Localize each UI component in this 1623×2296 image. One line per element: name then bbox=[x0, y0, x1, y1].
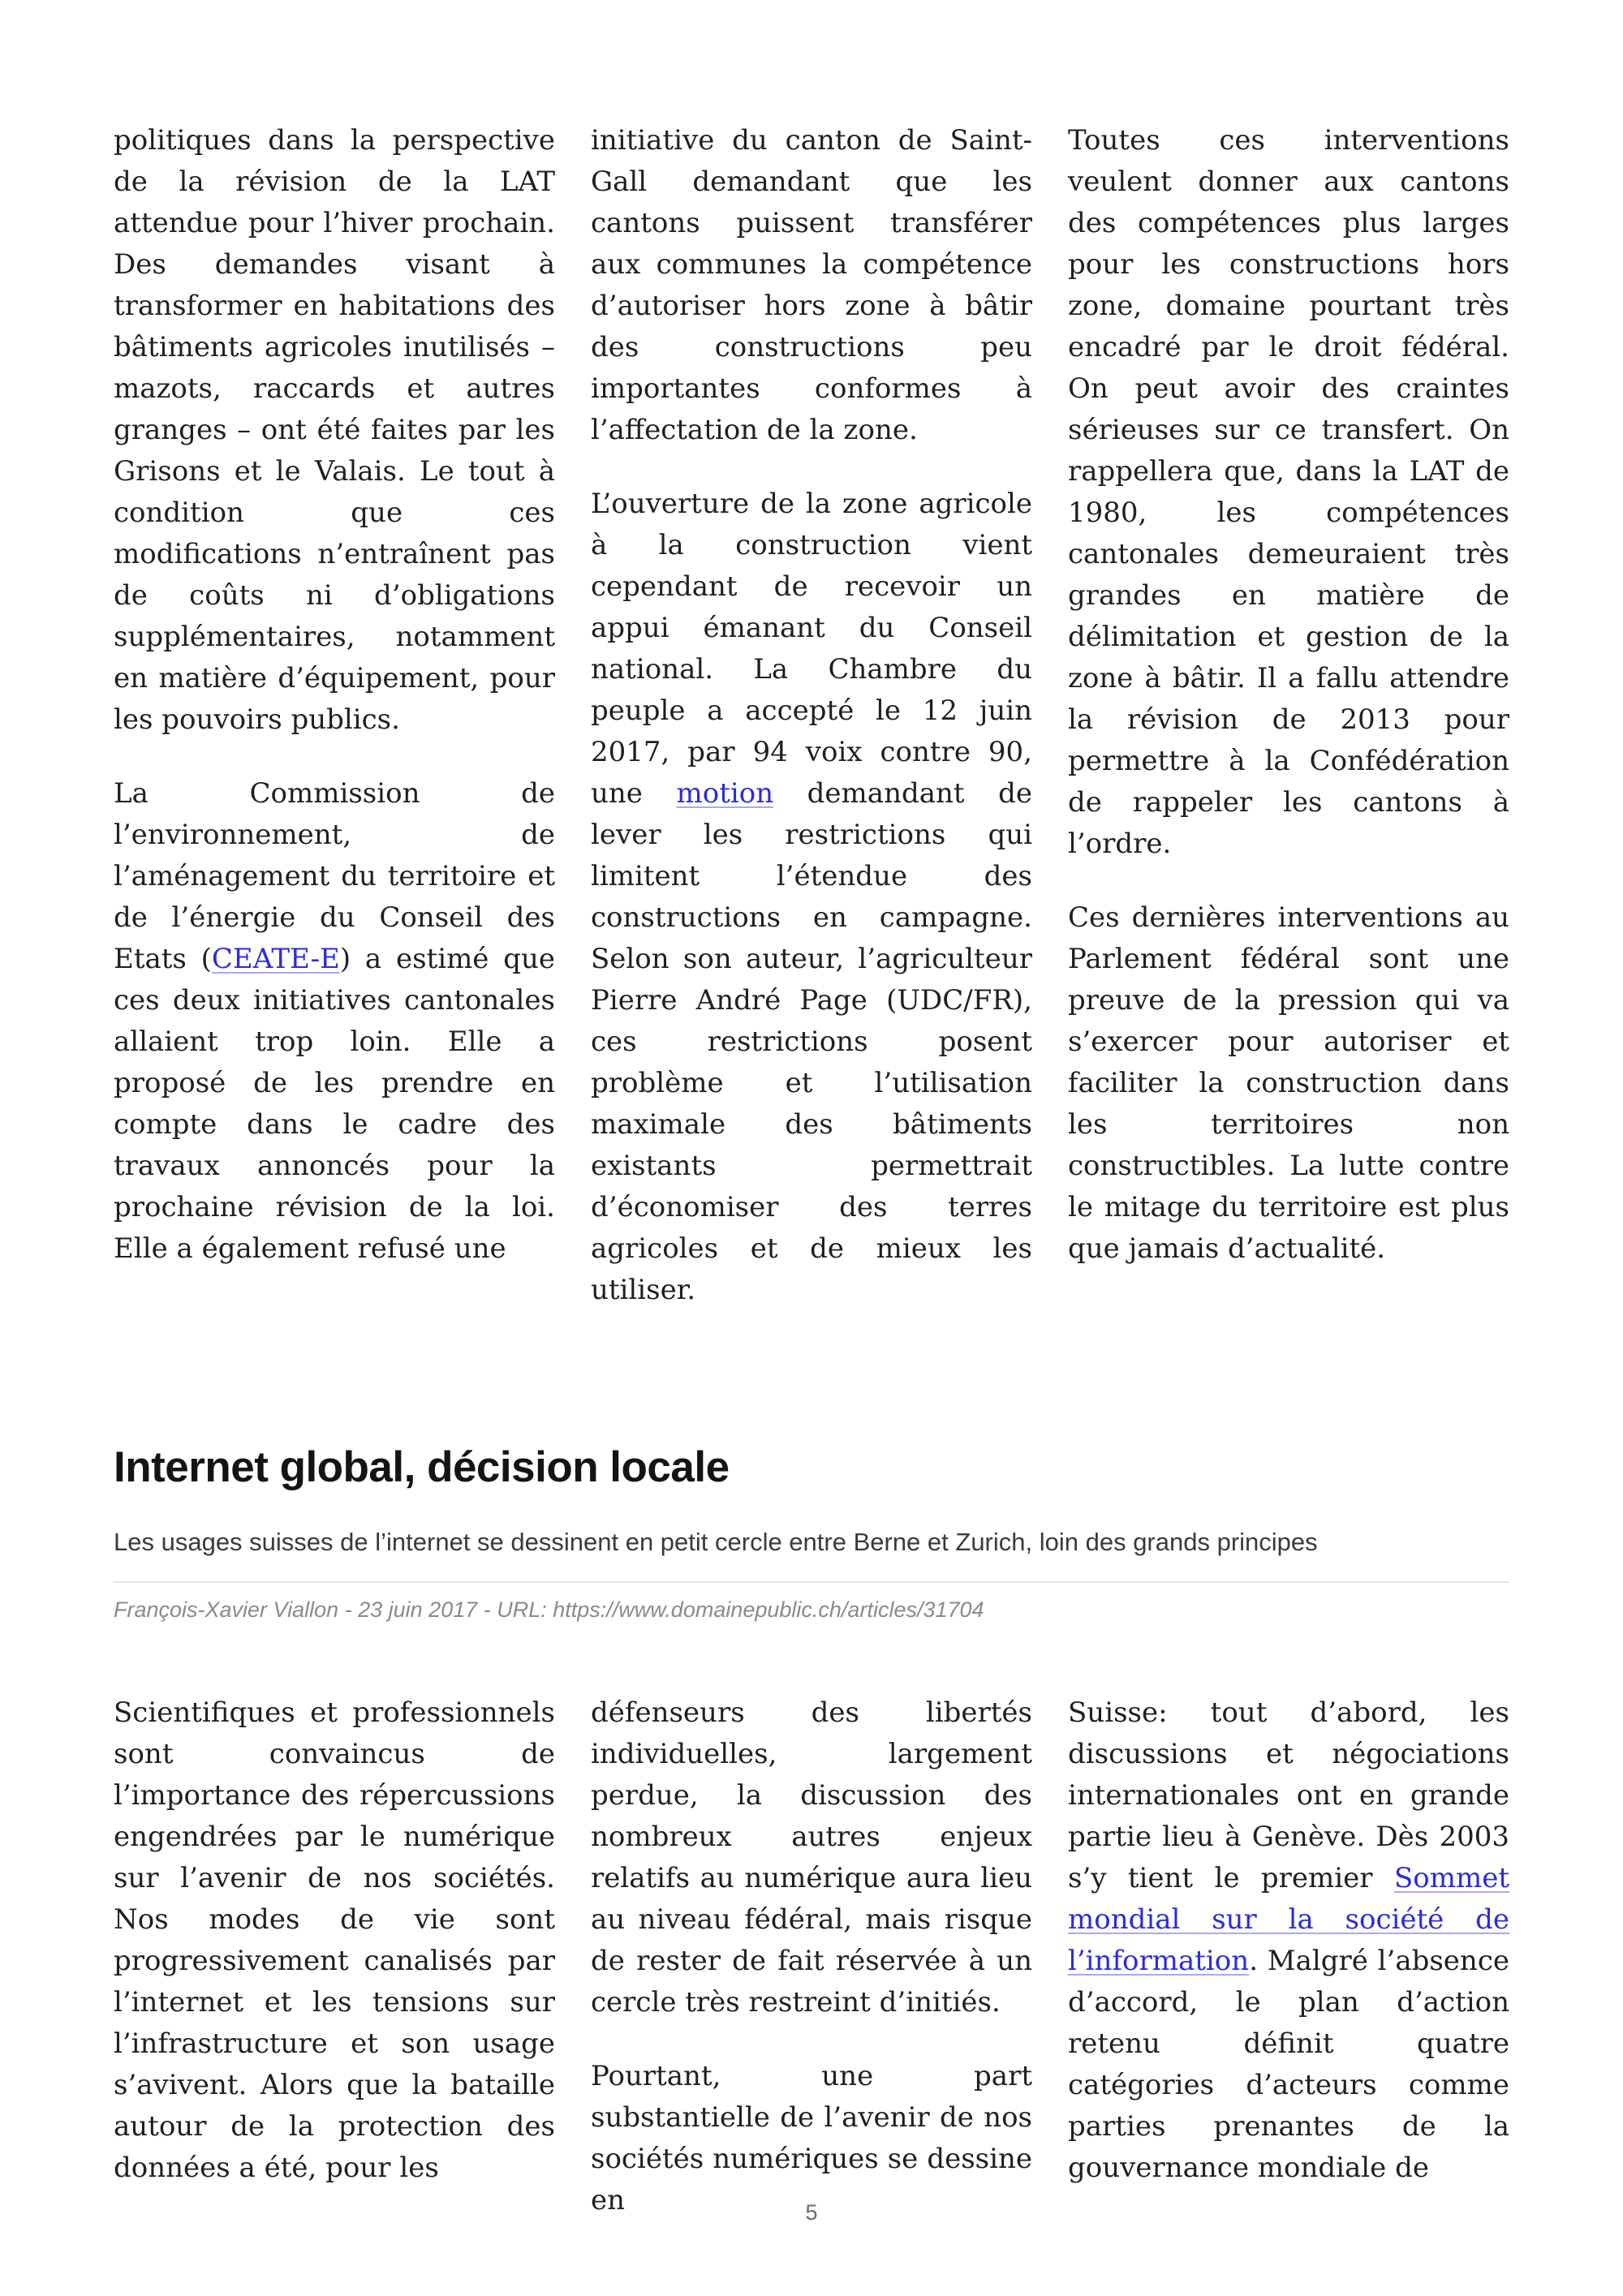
page-number: 5 bbox=[805, 2200, 818, 2225]
article-byline: François-Xavier Viallon - 23 juin 2017 - URL: https://www.domainepublic.ch/articles/31704 bbox=[114, 1597, 984, 1622]
article-internet-header bbox=[114, 1443, 1509, 1623]
text-run: politiques dans la perspective de la révision de la LAT attendue pour l’hiver prochain. Des demandes visant à transformer en habitations des bâtiments agricoles inutilisés – mazots, raccards et autres granges – ont été faites par les Grisons et le Valais. Le tout à condition que ces modifications n’entraînent pas de coûts ni d’obligations supplémentaires, notamment en matière d’équipement, pour les pouvoirs publics. bbox=[114, 124, 555, 736]
article-internet-column-1 bbox=[114, 1692, 555, 2254]
header-divider bbox=[114, 1581, 1509, 1583]
article-lat-column-3 bbox=[1068, 120, 1509, 1344]
paragraph bbox=[114, 120, 555, 741]
paragraph bbox=[591, 1692, 1032, 2023]
article-lat-column-2 bbox=[591, 120, 1032, 1344]
inline-link[interactable]: CEATE-E bbox=[211, 943, 340, 975]
text-run: . Malgré l’absence d’accord, le plan d’action retenu définit quatre catégories d’acteurs comme parties prenantes de la gouvernance mondiale de bbox=[1068, 1945, 1509, 2184]
text-run: demandant de lever les restrictions qui limitent l’étendue des constructions en campagne. Selon son auteur, l’agriculteur Pierre André Page (UDC/FR), ces restrictions posent problème et l’utilisation maximale des bâtiments existants permettrait d’économiser des terres agricoles et de mieux les utiliser. bbox=[591, 777, 1032, 1306]
text-run: initiative du canton de Saint-Gall demandant que les cantons puissent transférer aux communes la compétence d’autoriser hors zone à bâtir des constructions peu importantes conformes à l’affectation de la zone. bbox=[591, 124, 1032, 446]
article-lat-column-1 bbox=[114, 120, 555, 1344]
paragraph bbox=[114, 773, 555, 1270]
article-lat-columns bbox=[0, 120, 1623, 1344]
article-internet-columns bbox=[0, 1692, 1623, 2254]
text-run: Toutes ces interventions veulent donner aux cantons des compétences plus larges pour les constructions hors zone, domaine pourtant très encadré par le droit fédéral. On peut avoir des craintes sérieuses sur ce transfert. On rappellera que, dans la LAT de 1980, les compétences cantonales demeuraient très grandes en matière de délimitation et gestion de la zone à bâtir. Il a fallu attendre la révision de 2013 pour permettre à la Confédération de rappeler les cantons à l’ordre. bbox=[1068, 124, 1509, 860]
paragraph bbox=[1068, 1692, 1509, 2189]
text-run: Suisse: tout d’abord, les discussions et négociations internationales ont en grande partie lieu à Genève. Dès 2003 s’y tient le premier bbox=[1068, 1696, 1509, 1894]
paragraph bbox=[591, 2056, 1032, 2221]
inline-link[interactable]: Sommet mondial sur la société de l’information bbox=[1068, 1862, 1509, 1977]
text-run: défenseurs des libertés individuelles, largement perdue, la discussion des nombreux autres enjeux relatifs au numérique aura lieu au niveau fédéral, mais risque de rester de fait réservée à un cercle très restreint d’initiés. bbox=[591, 1696, 1032, 2019]
article-internet-column-2 bbox=[591, 1692, 1032, 2254]
text-run: Pourtant, une part substantielle de l’avenir de nos sociétés numériques se dessine en bbox=[591, 2060, 1032, 2216]
article-internet-body bbox=[0, 1692, 1623, 2254]
inline-link[interactable]: motion bbox=[676, 777, 774, 810]
text-run: Ces dernières interventions au Parlement fédéral sont une preuve de la pression qui va s’exercer pour autoriser et faciliter la construction dans les territoires non constructibles. La lutte contre le mitage du territoire est plus que jamais d’actualité. bbox=[1068, 901, 1509, 1265]
paragraph bbox=[1068, 120, 1509, 865]
paragraph bbox=[114, 1692, 555, 2189]
article-lat-continuation bbox=[0, 120, 1623, 1344]
paragraph bbox=[591, 484, 1032, 1311]
text-run: L’ouverture de la zone agricole à la construction vient cependant de recevoir un appui émanant du Conseil national. La Chambre du peuple a accepté le 12 juin 2017, par 94 voix contre 90, une bbox=[591, 488, 1032, 810]
article-internet-column-3 bbox=[1068, 1692, 1509, 2254]
article-title: Internet global, décision locale bbox=[114, 1443, 730, 1491]
text-run: ) a estimé que ces deux initiatives cantonales allaient trop loin. Elle a proposé de les prendre en compte dans le cadre des travaux annoncés pour la prochaine révision de la loi. Elle a également refusé une bbox=[114, 943, 555, 1265]
text-run: La Commission de l’environnement, de l’aménagement du territoire et de l’énergie du Conseil des Etats ( bbox=[114, 777, 555, 975]
article-subtitle: Les usages suisses de l’internet se dessinent en petit cercle entre Berne et Zurich, loin des grands principes bbox=[114, 1528, 1318, 1556]
paragraph bbox=[591, 120, 1032, 451]
paragraph bbox=[1068, 897, 1509, 1270]
text-run: Scientifiques et professionnels sont convaincus de l’importance des répercussions engendrées par le numérique sur l’avenir de nos sociétés. Nos modes de vie sont progressivement canalisés par l’internet et les tensions sur l’infrastructure et son usage s’avivent. Alors que la bataille autour de la protection des données a été, pour les bbox=[114, 1696, 555, 2184]
